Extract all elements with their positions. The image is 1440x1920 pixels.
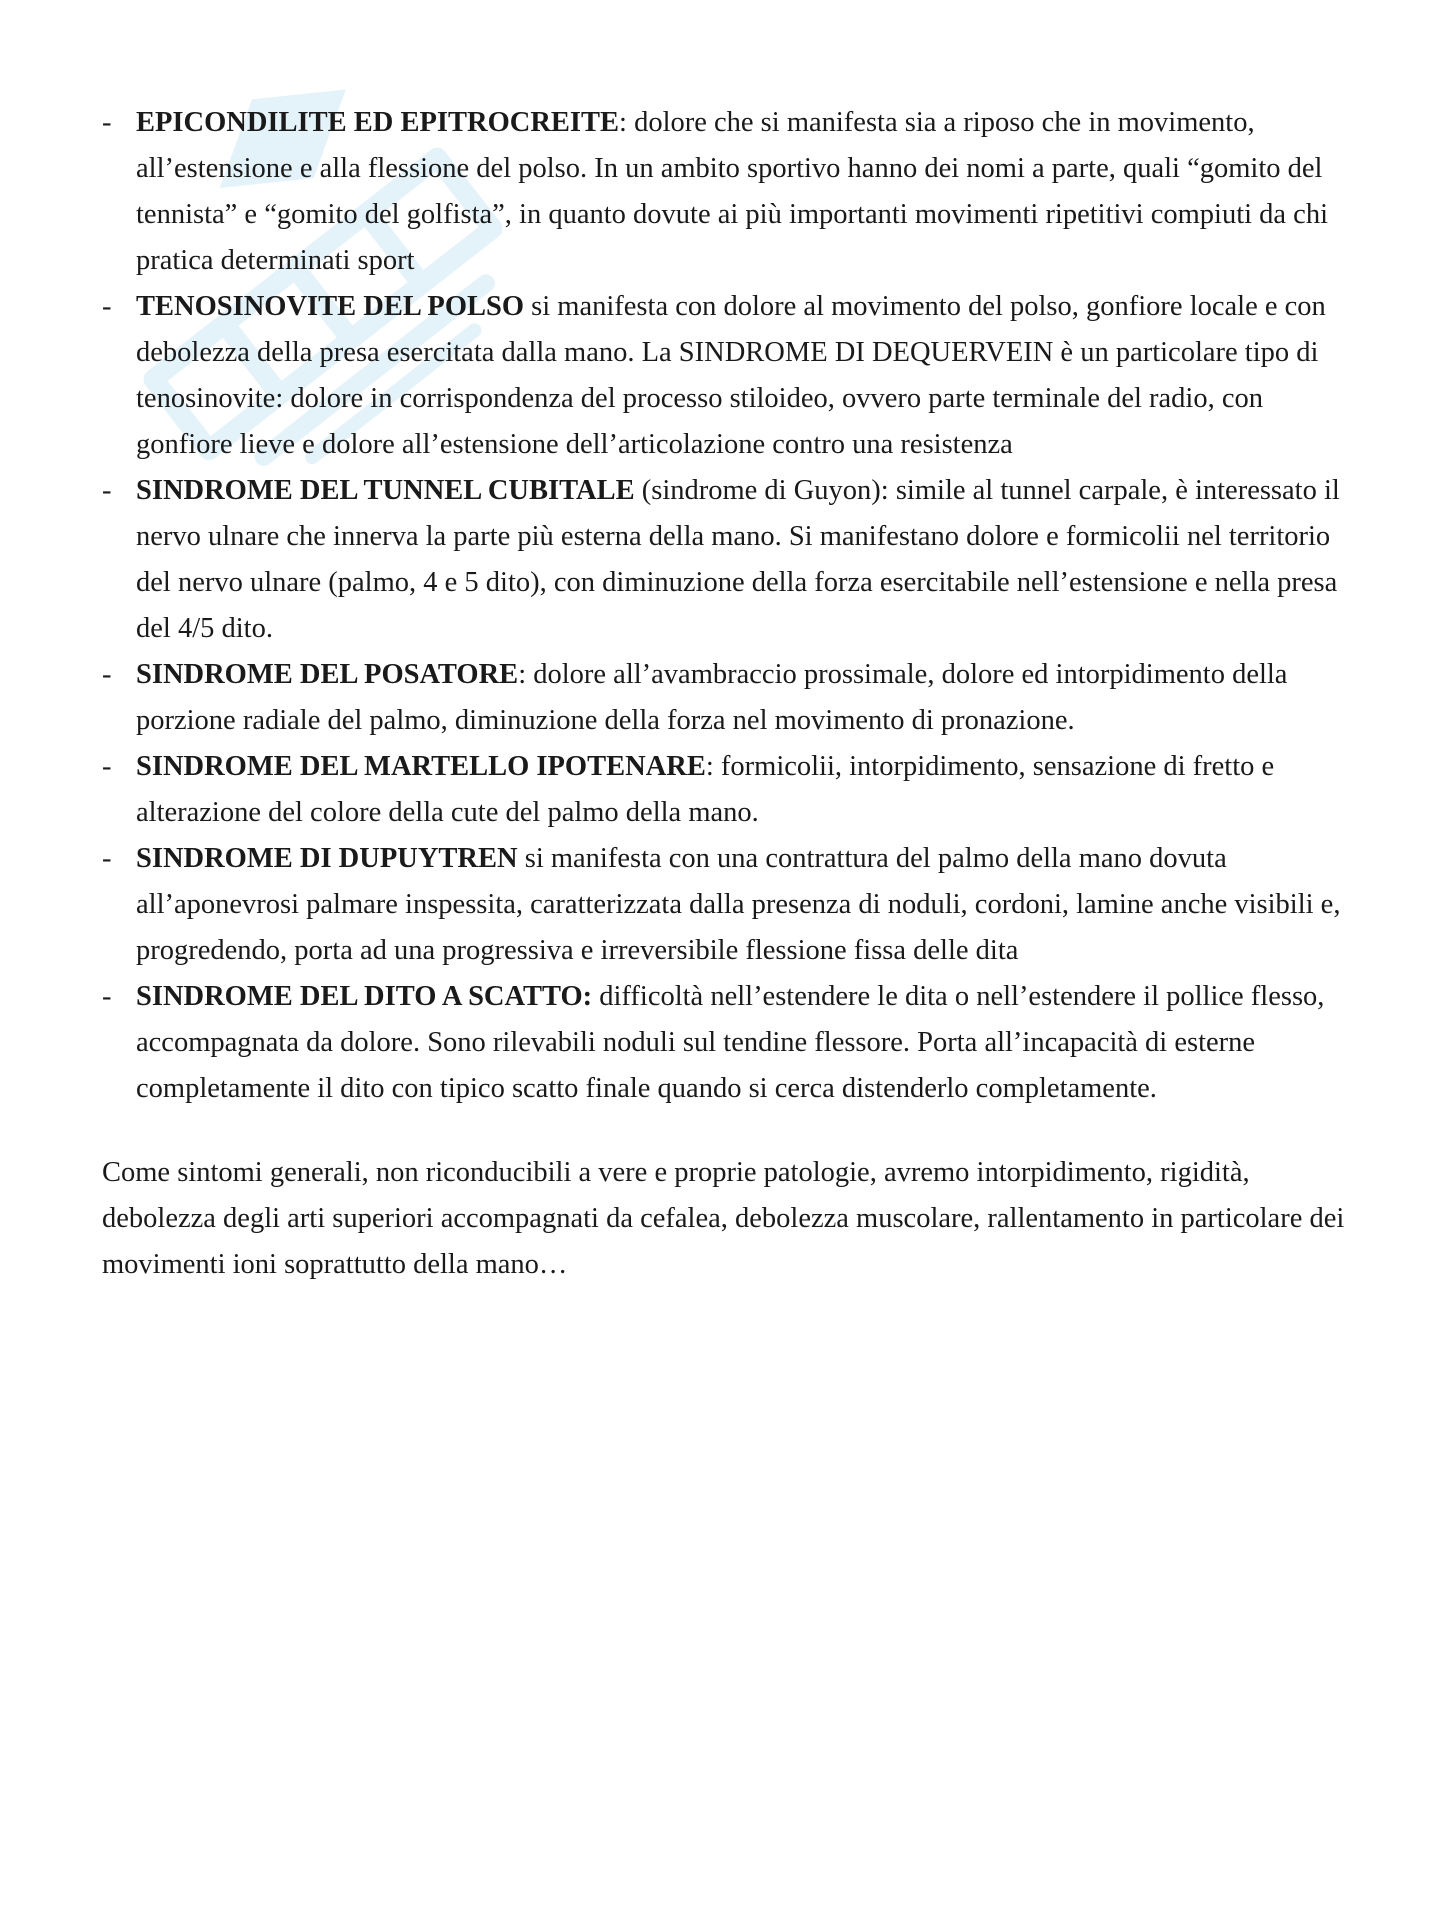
syndrome-list [102,100,1352,1112]
list-item-term: SINDROME DEL POSATORE [136,659,519,690]
list-item [102,744,1352,836]
list-item-text: si manifesta con una contrattura del palmo della mano dovuta all’aponevrosi palmare inspessita, caratterizzata dalla presenza di noduli, cordoni, lamine anche visibili e, progredendo, porta ad una progressiva e irreversibile flessione fissa delle dita [136,843,1341,966]
list-dash: - [102,475,112,506]
list-item [102,652,1352,744]
list-item-text: (sindrome di Guyon): simile al tunnel carpale, è interessato il nervo ulnare che innerva la parte più esterna della mano. Si manifestano dolore e formicolii nel territorio del nervo ulnare (palmo, 4 e 5 dito), con diminuzione della forza esercitabile nell’estensione e nella presa del 4/5 dito. [136,475,1340,644]
list-dash: - [102,981,112,1012]
list-dash: - [102,659,112,690]
list-item-text: si manifesta con dolore al movimento del polso, gonfiore locale e con debolezza della presa esercitata dalla mano. La SINDROME DI DEQUERVEIN è un particolare tipo di tenosinovite: dolore in corrispondenza del processo stiloideo, ovvero parte terminale del radio, con gonfiore lieve e dolore all’estensione dell’articolazione contro una resistenza [136,291,1326,460]
closing-paragraph: Come sintomi generali, non riconducibili a vere e proprie patologie, avremo intorpidimento, rigidità, debolezza degli arti superiori accompagnati da cefalea, debolezza muscolare, rallentamento in particolare dei movimenti ioni soprattutto della mano… [102,1157,1345,1280]
list-item [102,284,1352,468]
list-item [102,836,1352,974]
document-body [102,100,1352,1288]
list-item-term: SINDROME DEL MARTELLO IPOTENARE [136,751,706,782]
list-item-text: : formicolii, intorpidimento, sensazione di fretto e alterazione del colore della cute del palmo della mano. [136,751,1275,828]
list-item-text: : dolore all’avambraccio prossimale, dolore ed intorpidimento della porzione radiale del palmo, diminuzione della forza nel movimento di pronazione. [136,659,1288,736]
list-item [102,468,1352,652]
list-item [102,974,1352,1112]
list-item-term: EPICONDILITE ED EPITROCREITE [136,107,620,138]
list-item-text: : dolore che si manifesta sia a riposo che in movimento, all’estensione e alla flessione del polso. In un ambito sportivo hanno dei nomi a parte, quali “gomito del tennista” e “gomito del golfista”, in quanto dovute ai più importanti movimenti ripetitivi compiuti da chi pratica determinati sport [136,107,1329,276]
list-item-text: difficoltà nell’estendere le dita o nell’estendere il pollice flesso, accompagnata da dolore. Sono rilevabili noduli sul tendine flessore. Porta all’incapacità di esterne completamente il dito con tipico scatto finale quando si cerca distenderlo completamente. [136,981,1325,1104]
list-item-term: SINDROME DEL DITO A SCATTO: [136,981,593,1012]
list-dash: - [102,291,112,322]
list-dash: - [102,107,112,138]
list-dash: - [102,751,112,782]
list-item-term: TENOSINOVITE DEL POLSO [136,291,525,322]
list-item [102,100,1352,284]
list-item-term: SINDROME DI DUPUYTREN [136,843,518,874]
list-dash: - [102,843,112,874]
list-item-term: SINDROME DEL TUNNEL CUBITALE [136,475,635,506]
